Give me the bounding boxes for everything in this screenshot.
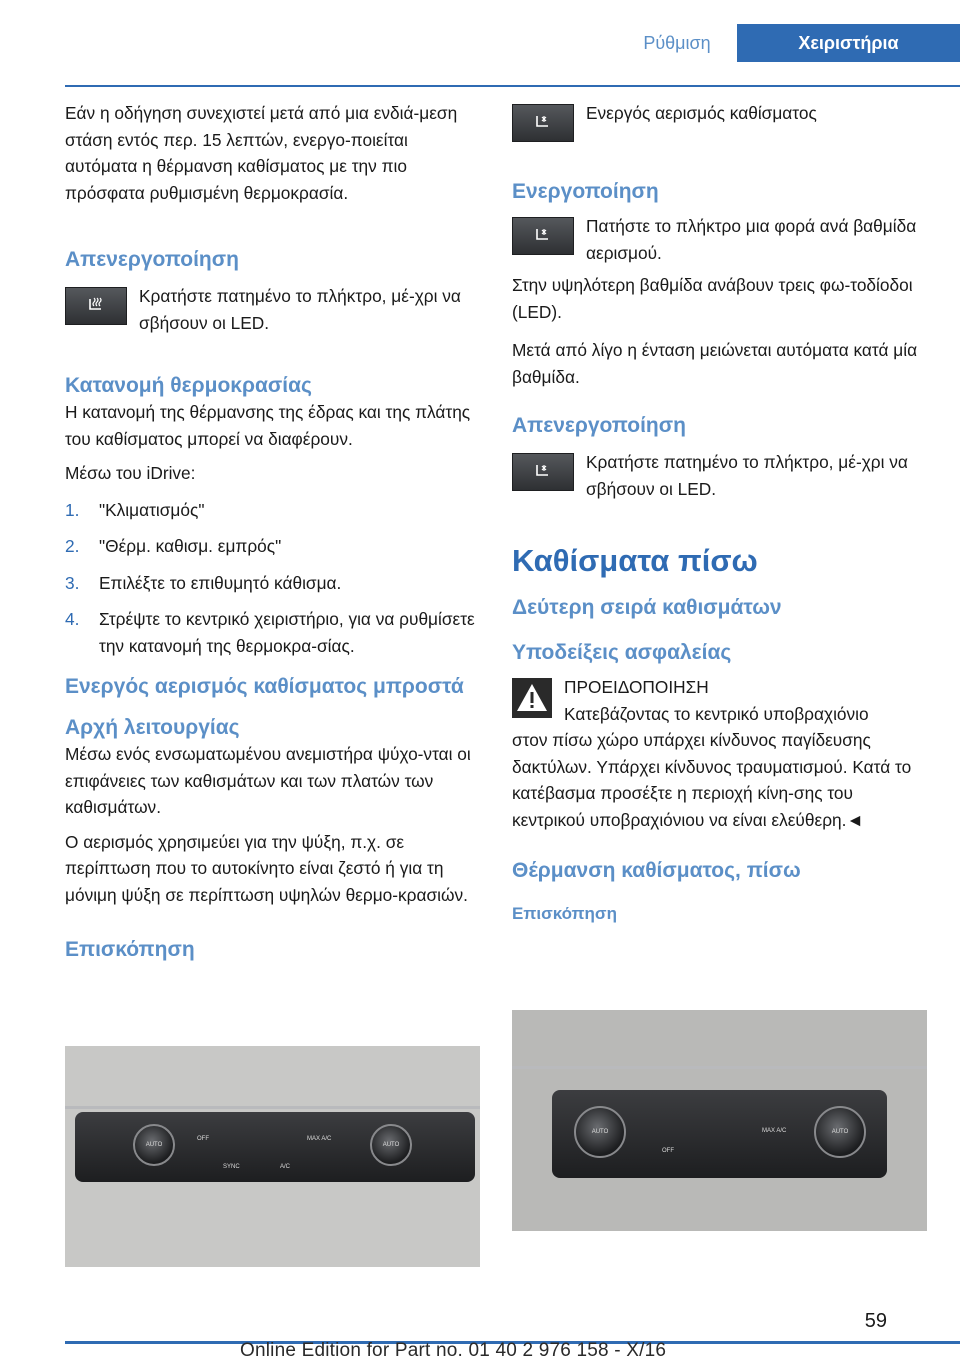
right-column <box>512 100 927 924</box>
rear-knob-right <box>814 1106 866 1158</box>
sync-label: SYNC <box>223 1164 240 1170</box>
warning-lead: Κατεβάζοντας το κεντρικό υποβραχιόνιο <box>564 703 869 724</box>
heading-overview-right: Επισκόπηση <box>512 904 617 923</box>
trim-line <box>65 1106 480 1109</box>
knob-label: AUTO <box>591 1129 609 1135</box>
step-text: Επιλέξτε το επιθυμητό κάθισμα. <box>99 572 342 593</box>
seat-ventilation-button-icon <box>512 217 574 255</box>
step-number: 2. <box>65 536 80 556</box>
heading-rear-seats: Καθίσματα πίσω <box>512 543 758 578</box>
principle-text-1: Μέσω ενός ενσωματωμένου ανεμιστήρα ψύχο-νται οι επιφάνειες των καθισμάτων και των πλατών των καθισμάτων. <box>65 744 471 817</box>
list-item <box>65 570 480 597</box>
heading-deactivation: Απενεργοποίηση <box>65 248 239 271</box>
activation-row <box>512 213 927 266</box>
heading-temperature-distribution: Κατανομή θερμοκρασίας <box>65 374 312 397</box>
maxac-label: MAX A/C <box>307 1136 332 1142</box>
deactivation-row-right <box>512 449 927 502</box>
step-text: "Θέρμ. καθισμ. εμπρός" <box>99 536 282 556</box>
front-climate-panel-photo <box>65 1046 480 1267</box>
heading-overview: Επισκόπηση <box>65 938 195 961</box>
warning-icon <box>512 678 552 718</box>
activation-text: Πατήστε το πλήκτρο μια φορά ανά βαθμίδα αερισμού. <box>586 216 917 263</box>
knob-label: AUTO <box>382 1142 400 1148</box>
heading-rear-seat-heating: Θέρμανση καθίσματος, πίσω <box>512 859 801 882</box>
heading-deactivation-right: Απενεργοποίηση <box>512 414 686 437</box>
vent-button-row <box>512 100 927 142</box>
heading-principle: Αρχή λειτουργίας <box>65 716 240 739</box>
heading-activation: Ενεργοποίηση <box>512 180 659 203</box>
heading-safety-notes: Υποδείξεις ασφαλείας <box>512 641 732 664</box>
vent-button-caption: Ενεργός αερισμός καθίσματος <box>586 103 817 123</box>
trim-line <box>512 1066 927 1069</box>
warning-head <box>564 674 869 727</box>
deactivation-text: Κρατήστε πατημένο το πλήκτρο, μέ-χρι να σβήσουν οι LED. <box>139 286 461 333</box>
step-number: 1. <box>65 499 80 520</box>
off-label: OFF <box>197 1136 209 1142</box>
seat-ventilation-button-icon <box>512 453 574 491</box>
intro-paragraph: Εάν η οδήγηση συνεχιστεί μετά από μια ενδιά-μεση στάση εντός περ. 15 λεπτών, ενεργο-ποιείται αυτόματα η θέρμανση καθίσματος με την πιο πρόσφατα ρυθμισμένη θερμοκρασία. <box>65 103 458 203</box>
reduce-text: Μετά από λίγο η ένταση μειώνεται αυτόματα κατά μία βαθμίδα. <box>512 340 918 387</box>
warning-row <box>512 674 927 727</box>
list-item <box>65 533 480 560</box>
left-column <box>65 100 480 963</box>
knob-label: AUTO <box>145 1142 163 1148</box>
list-item <box>65 497 480 524</box>
heading-active-seat-ventilation: Ενεργός αερισμός καθίσματος μπροστά <box>65 675 464 698</box>
steps-list <box>65 497 480 660</box>
principle-text-2: Ο αερισμός χρησιμεύει για την ψύξη, π.χ. σε περίπτωση που το αυτοκίνητο είναι ζεστό ή για τη μόνιμη ψύξη σε περίπτωση υψηλών θερμο-κρασιών. <box>65 831 468 905</box>
heading-second-row: Δεύτερη σειρά καθισμάτων <box>512 596 782 619</box>
rear-knob-left <box>574 1106 626 1158</box>
edition-text: Online Edition for Part no. 01 40 2 976 158 - X/16 <box>240 1340 667 1361</box>
step-text: "Κλιματισμός" <box>99 499 205 520</box>
step-text: Στρέψτε το κεντρικό χειριστήριο, για να ρυθμίσετε την κατανομή της θερμοκρα-σίας. <box>99 609 475 656</box>
via-idrive-text: Μέσω του iDrive: <box>65 463 196 483</box>
deactivation-text-right: Κρατήστε πατημένο το πλήκτρο, μέ-χρι να σβήσουν οι LED. <box>586 452 908 499</box>
seat-heating-button-icon <box>65 287 127 325</box>
distribution-text: Η κατανομή της θέρμανσης της έδρας και της πλάτης του καθίσματος μπορεί να διαφέρουν. <box>65 402 471 449</box>
temperature-knob-left <box>133 1124 175 1166</box>
seat-ventilation-button-icon <box>512 104 574 142</box>
header-rule <box>65 85 960 87</box>
tab-controls[interactable]: Χειριστήρια <box>737 24 960 62</box>
maxac-label: MAX A/C <box>762 1128 787 1134</box>
page-footer <box>0 1306 960 1362</box>
warning-title: ΠΡΟΕΙΔΟΠΟΙΗΣΗ <box>564 677 709 697</box>
tab-setting[interactable]: Ρύθμιση <box>643 33 711 53</box>
rear-climate-panel-photo <box>512 1010 927 1231</box>
ac-label: A/C <box>280 1164 291 1170</box>
temperature-knob-right <box>370 1124 412 1166</box>
step-number: 4. <box>65 609 80 629</box>
off-label: OFF <box>662 1148 674 1154</box>
warning-text: στον πίσω χώρο υπάρχει κίνδυνος παγίδευσης δακτύλων. Υπάρχει κίνδυνος τραυματισμού. Κατά το κατέβασμα προσέξτε η περιοχή κίνη-σης του κεντρικού υποβραχιόνιου να είναι ελεύθερη.◄ <box>512 730 912 830</box>
list-item <box>65 606 480 659</box>
page-number: 59 <box>864 1310 887 1332</box>
knob-label: AUTO <box>831 1129 849 1135</box>
page-header <box>0 24 960 62</box>
deactivation-row <box>65 283 480 336</box>
step-number: 3. <box>65 572 80 593</box>
led-text: Στην υψηλότερη βαθμίδα ανάβουν τρεις φω-τοδίοδοι (LED). <box>512 275 913 322</box>
